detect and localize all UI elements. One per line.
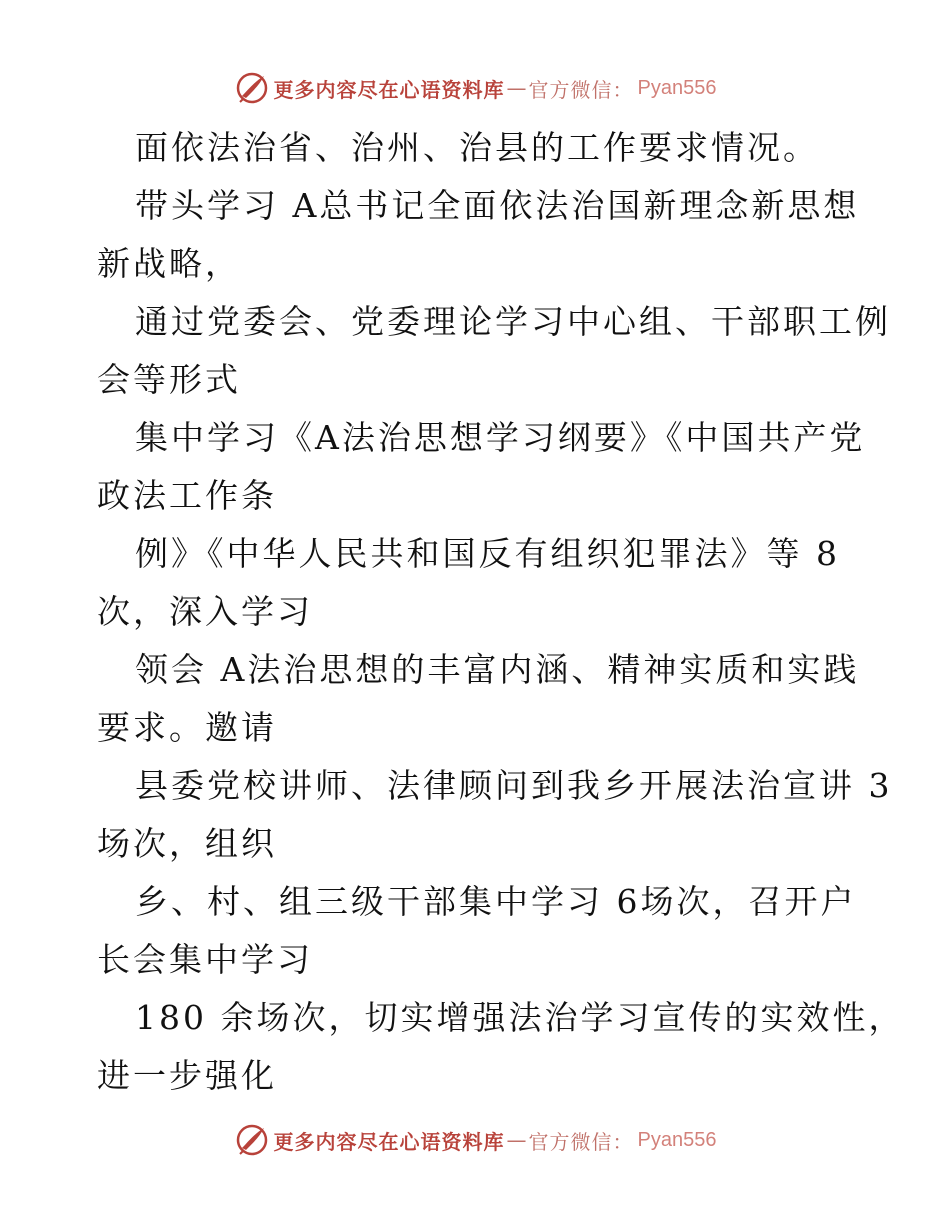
body-line: 集中学习《A法治思想学习纲要》《中国共产党 bbox=[135, 418, 866, 457]
quill-logo-icon bbox=[234, 1122, 270, 1158]
body-line: 次，深入学习 bbox=[97, 592, 313, 631]
watermark-wechat-id: Pyan556 bbox=[637, 76, 717, 99]
quill-logo-icon bbox=[234, 70, 270, 106]
body-line: 政法工作条 bbox=[97, 476, 277, 515]
body-line: 县委党校讲师、法律顾问到我乡开展法治宣讲 3 bbox=[135, 766, 893, 805]
header-watermark bbox=[0, 68, 950, 108]
body-line: 要求。邀请 bbox=[97, 708, 277, 747]
watermark-brand: 更多内容尽在心语资料库 bbox=[273, 77, 505, 102]
body-line: 乡、村、组三级干部集中学习 6场次，召开户 bbox=[135, 882, 857, 921]
watermark-official-label: 官方微信： bbox=[528, 77, 634, 102]
body-line: 通过党委会、党委理论学习中心组、干部职工例 bbox=[135, 302, 891, 341]
body-line: 场次，组织 bbox=[97, 824, 277, 863]
watermark-wechat-id: Pyan556 bbox=[637, 1128, 717, 1151]
body-line: 面依法治省、治州、治县的工作要求情况。 bbox=[135, 128, 819, 167]
footer-watermark bbox=[0, 1120, 950, 1160]
body-line: 会等形式 bbox=[97, 360, 241, 399]
body-line: 进一步强化 bbox=[97, 1056, 277, 1095]
body-line: 长会集中学习 bbox=[97, 940, 313, 979]
body-line: 例》《中华人民共和国反有组织犯罪法》等 8 bbox=[135, 534, 840, 573]
watermark-separator: — bbox=[506, 76, 527, 100]
watermark-official-label: 官方微信： bbox=[528, 1129, 634, 1154]
watermark-brand: 更多内容尽在心语资料库 bbox=[273, 1129, 505, 1154]
watermark-separator: — bbox=[506, 1128, 527, 1152]
body-line: 领会 A法治思想的丰富内涵、精神实质和实践 bbox=[135, 650, 860, 689]
body-line: 180 余场次，切实增强法治学习宣传的实效性， bbox=[135, 998, 905, 1037]
body-line: 新战略， bbox=[97, 244, 241, 283]
body-line: 带头学习 A总书记全面依法治国新理念新思想 bbox=[135, 186, 860, 225]
